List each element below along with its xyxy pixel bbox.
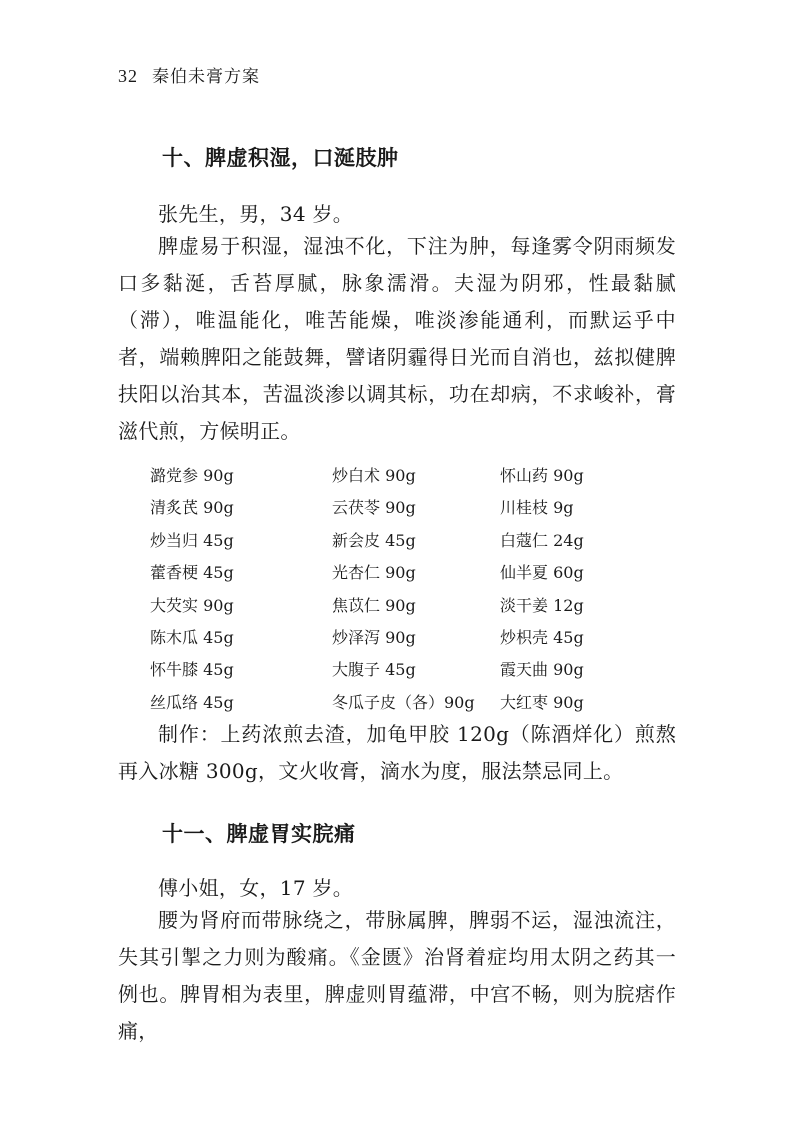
- herb-item: 清炙芪 90g: [150, 498, 234, 518]
- herb-item: 炒泽泻 90g: [332, 627, 416, 647]
- herb-item: 淡干姜 12g: [500, 595, 584, 615]
- section-heading-case11: 十一、脾虚胃实脘痛: [162, 822, 356, 846]
- herb-item: 光杏仁 90g: [332, 563, 416, 583]
- herb-item: 炒当归 45g: [150, 530, 234, 550]
- herb-item: 丝瓜络 45g: [150, 692, 234, 712]
- herb-item: 冬瓜子皮（各）90g: [332, 692, 475, 712]
- book-title: 秦伯未膏方案: [152, 67, 260, 87]
- herb-item: 仙半夏 60g: [500, 563, 584, 583]
- herb-item: 炒白术 90g: [332, 466, 416, 485]
- case-narrative-case10: 脾虚易于积湿，湿浊不化，下注为肿，每逢雾令阴雨频发口多黏涎，舌苔厚腻，脉象濡滑。夫湿为阴邪，性最黏腻（滞），唯温能化，唯苦能燥，唯淡渗能通利，而默运乎中者，端赖脾阳之能鼓舞，譬诸阴霾得日光而自消也，兹拟健脾扶阳以治其本，苦温淡渗以调其标，功在却病，不求峻补，膏滋代煎，方候明正。: [118, 234, 676, 443]
- herb-item: 怀山药 90g: [500, 466, 584, 485]
- herb-item: 云茯苓 90g: [332, 498, 416, 518]
- herb-item: 川桂枝 9g: [500, 498, 574, 518]
- running-head: [118, 62, 260, 87]
- page-number: 32: [118, 66, 138, 86]
- herb-item: 白蔻仁 24g: [500, 530, 584, 550]
- preparation-instructions: 制作：上药浓煎去渣，加龟甲胶 120g（陈酒烊化）煎熬再入冰糖 300g，文火收膏，滴水为度，服法禁忌同上。: [118, 722, 676, 783]
- herb-item: 大腹子 45g: [332, 660, 416, 680]
- herb-item: 炒枳壳 45g: [500, 627, 584, 647]
- herb-item: 陈木瓜 45g: [150, 627, 234, 647]
- herb-prescription-table: [150, 460, 590, 719]
- herb-item: 潞党参 90g: [150, 466, 234, 485]
- herb-item: 怀牛膝 45g: [150, 660, 234, 680]
- herb-item: 藿香梗 45g: [150, 563, 234, 583]
- case-narrative-case11: 腰为肾府而带脉绕之，带脉属脾，脾弱不运，湿浊流注，失其引掣之力则为酸痛。《金匮》治肾着症均用太阴之药其一例也。脾胃相为表里，脾虚则胃蕴滞，中宫不畅，则为脘痞作痛，: [118, 908, 676, 1043]
- herb-item: 大红枣 90g: [500, 692, 584, 712]
- herb-item: 焦苡仁 90g: [332, 595, 416, 615]
- patient-info-case10: 张先生，男，34 岁。: [158, 202, 354, 226]
- herb-item: 大芡实 90g: [150, 595, 234, 615]
- patient-info-case11: 傅小姐，女，17 岁。: [158, 876, 354, 900]
- section-heading-case10: 十、脾虚积湿，口涎肢肿: [162, 146, 399, 170]
- herb-item: 新会皮 45g: [332, 530, 416, 550]
- herb-item: 霞天曲 90g: [500, 660, 584, 680]
